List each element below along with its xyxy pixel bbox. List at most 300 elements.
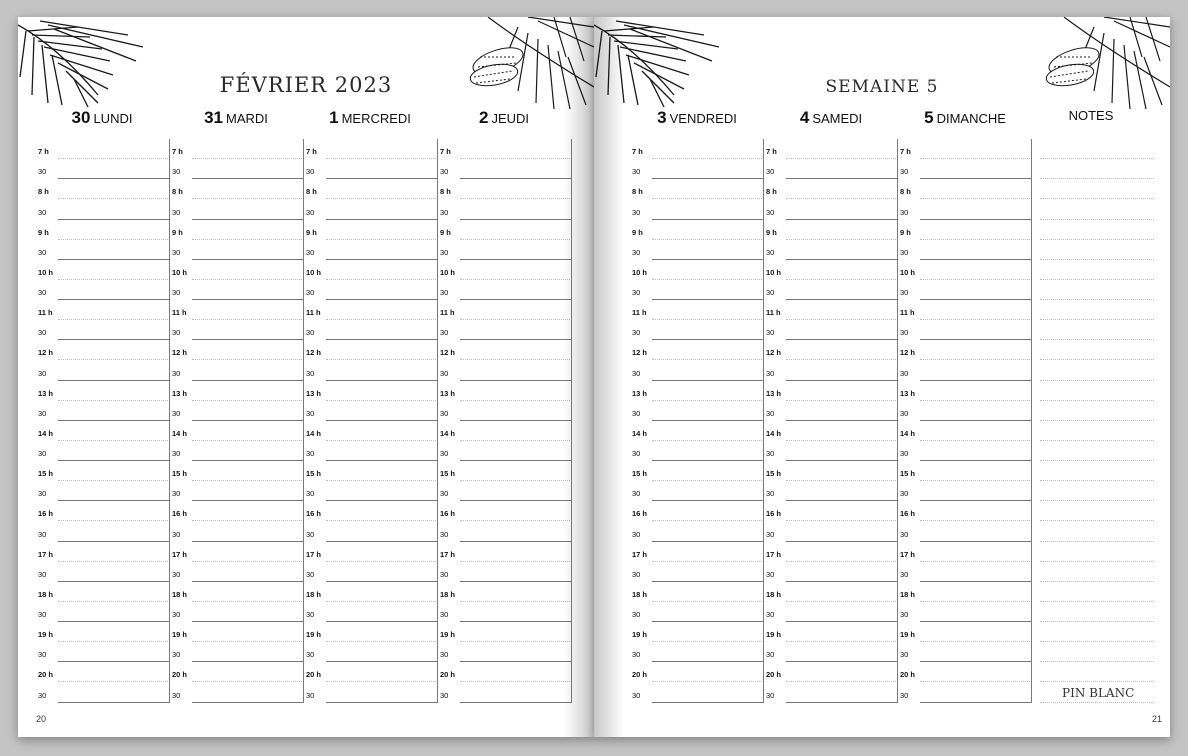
page-title: SEMAINE 5 [825, 77, 939, 97]
time-slot-row[interactable] [764, 622, 898, 642]
notes-line-row[interactable] [1032, 260, 1164, 280]
time-label: 30 [306, 569, 315, 579]
time-slot-row[interactable] [170, 139, 304, 159]
time-slot-row[interactable] [304, 562, 438, 582]
time-slot-row[interactable] [36, 179, 170, 199]
time-label: 30 [766, 569, 775, 579]
time-slot-row[interactable] [304, 220, 438, 240]
time-slot-row[interactable] [764, 441, 898, 461]
time-label: 30 [306, 650, 315, 660]
time-label: 16 h [172, 509, 188, 519]
time-slot-row[interactable] [438, 602, 572, 622]
time-slot-row[interactable] [36, 602, 170, 622]
notes-line-row[interactable] [1032, 300, 1164, 320]
time-slot-row[interactable] [170, 220, 304, 240]
time-slot-row[interactable] [170, 260, 304, 280]
time-slot-row[interactable] [898, 159, 1032, 179]
time-slot-row[interactable] [438, 139, 572, 159]
time-slot-row[interactable] [304, 682, 438, 702]
time-slot-row[interactable] [438, 340, 572, 360]
time-slot-row[interactable] [304, 340, 438, 360]
time-slot-row[interactable] [764, 602, 898, 622]
time-slot-row[interactable] [170, 582, 304, 602]
time-label: 16 h [306, 509, 322, 519]
writing-line [326, 702, 438, 703]
time-slot-row[interactable] [764, 381, 898, 401]
time-label: 13 h [440, 388, 456, 398]
time-slot-row[interactable] [630, 139, 764, 159]
time-label: 9 h [38, 227, 49, 237]
time-slot-row[interactable] [630, 602, 764, 622]
notes-header: NOTES [1068, 108, 1114, 123]
time-label: 8 h [440, 187, 451, 197]
time-slot-row[interactable] [304, 642, 438, 662]
time-label: 30 [38, 690, 47, 700]
time-slot-row[interactable] [764, 139, 898, 159]
time-slot-row[interactable] [898, 381, 1032, 401]
time-slot-row[interactable] [170, 401, 304, 421]
time-label: 10 h [900, 267, 916, 277]
time-slot-row[interactable] [170, 501, 304, 521]
notes-line-row[interactable] [1032, 642, 1164, 662]
notes-line-row[interactable] [1032, 602, 1164, 622]
time-slot-row[interactable] [304, 381, 438, 401]
time-slot-row[interactable] [170, 280, 304, 300]
notes-line-row[interactable] [1032, 521, 1164, 541]
time-label: 30 [440, 207, 449, 217]
time-label: 30 [440, 328, 449, 338]
time-slot-row[interactable] [170, 602, 304, 622]
time-slot-row[interactable] [304, 582, 438, 602]
time-slot-row[interactable] [438, 360, 572, 380]
time-slot-row[interactable] [764, 662, 898, 682]
time-label: 19 h [900, 630, 916, 640]
time-slot-row[interactable] [630, 441, 764, 461]
time-label: 10 h [440, 267, 456, 277]
notes-line-row[interactable] [1032, 582, 1164, 602]
time-slot-row[interactable] [438, 179, 572, 199]
time-slot-row[interactable] [36, 381, 170, 401]
time-slot-row[interactable] [438, 481, 572, 501]
time-label: 30 [38, 529, 47, 539]
time-slot-row[interactable] [630, 501, 764, 521]
notes-line-row[interactable] [1032, 481, 1164, 501]
time-slot-row[interactable] [170, 320, 304, 340]
notes-line-row[interactable] [1032, 542, 1164, 562]
time-slot-row[interactable] [438, 199, 572, 219]
time-slot-row[interactable] [630, 622, 764, 642]
time-slot-row[interactable] [898, 521, 1032, 541]
time-slot-row[interactable] [36, 662, 170, 682]
time-slot-row[interactable] [438, 501, 572, 521]
day-name: JEUDI [491, 111, 530, 126]
time-label: 12 h [766, 348, 782, 358]
time-slot-row[interactable] [898, 320, 1032, 340]
time-slot-row[interactable] [304, 139, 438, 159]
time-slot-row[interactable] [898, 220, 1032, 240]
time-slot-row[interactable] [438, 240, 572, 260]
time-label: 30 [172, 288, 181, 297]
time-slot-row[interactable] [304, 481, 438, 501]
time-slot-row[interactable] [304, 300, 438, 320]
time-slot-row[interactable] [764, 220, 898, 240]
day-header [35, 108, 169, 128]
time-slot-row[interactable] [36, 421, 170, 441]
time-label: 16 h [38, 509, 54, 519]
time-label: 30 [172, 167, 181, 177]
time-label: 15 h [38, 469, 54, 479]
time-label: 30 [900, 610, 909, 619]
time-slot-row[interactable] [764, 521, 898, 541]
time-slot-row[interactable] [630, 240, 764, 260]
time-label: 8 h [306, 187, 317, 197]
notes-line-row[interactable] [1032, 461, 1164, 481]
time-slot-row[interactable] [438, 421, 572, 441]
time-label: 7 h [632, 147, 643, 157]
time-slot-row[interactable] [438, 461, 572, 481]
writing-line [786, 702, 898, 703]
time-slot-row[interactable] [898, 582, 1032, 602]
time-slot-row[interactable] [36, 582, 170, 602]
time-label: 7 h [440, 147, 451, 157]
time-slot-row[interactable] [630, 179, 764, 199]
time-slot-row[interactable] [304, 542, 438, 562]
time-label: 13 h [38, 388, 54, 398]
time-slot-row[interactable] [438, 381, 572, 401]
time-label: 30 [306, 690, 315, 700]
time-slot-row[interactable] [438, 542, 572, 562]
time-slot-row[interactable] [304, 501, 438, 521]
time-label: 14 h [306, 428, 322, 438]
time-slot-row[interactable] [36, 139, 170, 159]
time-slot-row[interactable] [764, 260, 898, 280]
time-slot-row[interactable] [304, 521, 438, 541]
day-number: 31 [204, 108, 224, 127]
time-slot-row[interactable] [170, 340, 304, 360]
time-slot-row[interactable] [170, 179, 304, 199]
time-label: 11 h [306, 308, 321, 318]
time-slot-row[interactable] [898, 542, 1032, 562]
time-label: 10 h [766, 267, 782, 277]
time-slot-row[interactable] [898, 300, 1032, 320]
time-slot-row[interactable] [36, 622, 170, 642]
time-slot-row[interactable] [36, 441, 170, 461]
time-slot-row[interactable] [304, 461, 438, 481]
time-slot-row[interactable] [898, 360, 1032, 380]
time-slot-row[interactable] [630, 300, 764, 320]
notes-line-row[interactable] [1032, 381, 1164, 401]
time-slot-row[interactable] [764, 481, 898, 501]
time-label: 30 [306, 449, 315, 458]
time-slot-row[interactable] [36, 401, 170, 421]
time-slot-row[interactable] [630, 280, 764, 300]
time-slot-row[interactable] [764, 159, 898, 179]
time-slot-row[interactable] [36, 260, 170, 280]
notes-line-row[interactable] [1032, 199, 1164, 219]
notes-line-row[interactable] [1032, 280, 1164, 300]
time-slot-row[interactable] [304, 441, 438, 461]
time-slot-row[interactable] [630, 381, 764, 401]
time-slot-row[interactable] [304, 602, 438, 622]
time-slot-row[interactable] [898, 622, 1032, 642]
time-slot-row[interactable] [764, 280, 898, 300]
time-slot-row[interactable] [36, 501, 170, 521]
time-slot-row[interactable] [764, 300, 898, 320]
time-slot-row[interactable] [898, 340, 1032, 360]
time-slot-row[interactable] [764, 562, 898, 582]
time-slot-row[interactable] [630, 562, 764, 582]
time-slot-row[interactable] [898, 662, 1032, 682]
time-slot-row[interactable] [438, 320, 572, 340]
time-slot-row[interactable] [36, 562, 170, 582]
time-slot-row[interactable] [438, 441, 572, 461]
time-label: 18 h [306, 589, 322, 599]
time-slot-row[interactable] [898, 421, 1032, 441]
time-slot-row[interactable] [764, 340, 898, 360]
time-label: 30 [766, 247, 775, 257]
time-slot-row[interactable] [438, 562, 572, 582]
time-label: 8 h [172, 187, 183, 197]
time-label: 15 h [632, 469, 648, 479]
time-slot-row[interactable] [898, 240, 1032, 260]
time-slot-row[interactable] [898, 179, 1032, 199]
time-slot-row[interactable] [438, 300, 572, 320]
notes-line-row[interactable] [1032, 562, 1164, 582]
time-slot-row[interactable] [764, 501, 898, 521]
time-slot-row[interactable] [304, 401, 438, 421]
time-slot-row[interactable] [630, 401, 764, 421]
time-slot-row[interactable] [898, 642, 1032, 662]
time-slot-row[interactable] [764, 582, 898, 602]
notes-line-row[interactable] [1032, 139, 1164, 159]
time-label: 30 [766, 288, 775, 297]
day-name: SAMEDI [812, 111, 863, 126]
time-slot-row[interactable] [170, 562, 304, 582]
time-slot-row[interactable] [630, 582, 764, 602]
time-slot-row[interactable] [898, 682, 1032, 702]
time-slot-row[interactable] [170, 199, 304, 219]
time-slot-row[interactable] [36, 360, 170, 380]
time-slot-row[interactable] [170, 381, 304, 401]
time-slot-row[interactable] [170, 159, 304, 179]
time-slot-row[interactable] [304, 622, 438, 642]
time-slot-row[interactable] [630, 542, 764, 562]
time-slot-row[interactable] [170, 481, 304, 501]
notes-line-row[interactable] [1032, 501, 1164, 521]
time-slot-row[interactable] [630, 199, 764, 219]
time-slot-row[interactable] [170, 642, 304, 662]
time-slot-row[interactable] [438, 280, 572, 300]
notes-line-row[interactable] [1032, 622, 1164, 642]
time-slot-row[interactable] [304, 662, 438, 682]
day-number: 2 [478, 108, 489, 127]
notes-line-row[interactable] [1032, 320, 1164, 340]
time-slot-row[interactable] [764, 240, 898, 260]
time-slot-row[interactable] [304, 280, 438, 300]
time-label: 16 h [766, 509, 782, 519]
time-slot-row[interactable] [304, 199, 438, 219]
time-slot-row[interactable] [764, 542, 898, 562]
time-slot-row[interactable] [304, 159, 438, 179]
time-slot-row[interactable] [898, 501, 1032, 521]
notes-line-row[interactable] [1032, 360, 1164, 380]
time-slot-row[interactable] [630, 642, 764, 662]
notes-line-row[interactable] [1032, 220, 1164, 240]
time-slot-row[interactable] [304, 421, 438, 441]
time-label: 15 h [306, 469, 322, 479]
time-slot-row[interactable] [170, 662, 304, 682]
time-slot-row[interactable] [764, 179, 898, 199]
time-slot-row[interactable] [304, 320, 438, 340]
time-slot-row[interactable] [438, 521, 572, 541]
time-slot-row[interactable] [36, 481, 170, 501]
day-header [898, 108, 1032, 128]
time-slot-row[interactable] [438, 642, 572, 662]
time-label: 16 h [440, 509, 456, 519]
notes-line-row[interactable] [1032, 401, 1164, 421]
time-slot-row[interactable] [438, 401, 572, 421]
time-slot-row[interactable] [898, 280, 1032, 300]
notes-line-row[interactable] [1032, 179, 1164, 199]
time-label: 30 [440, 610, 449, 619]
time-slot-row[interactable] [630, 481, 764, 501]
time-slot-row[interactable] [630, 260, 764, 280]
time-slot-row[interactable] [438, 260, 572, 280]
time-slot-row[interactable] [170, 682, 304, 702]
day-name: LUNDI [93, 111, 133, 126]
time-slot-row[interactable] [438, 622, 572, 642]
time-label: 30 [306, 529, 315, 539]
notes-line-row[interactable] [1032, 441, 1164, 461]
time-slot-row[interactable] [438, 682, 572, 702]
time-slot-row[interactable] [898, 139, 1032, 159]
time-slot-row[interactable] [36, 682, 170, 702]
time-label: 30 [632, 167, 641, 177]
time-slot-row[interactable] [304, 260, 438, 280]
time-slot-row[interactable] [36, 240, 170, 260]
time-label: 30 [632, 288, 641, 297]
time-slot-row[interactable] [438, 662, 572, 682]
time-label: 20 h [306, 670, 322, 680]
time-label: 11 h [440, 308, 455, 318]
time-slot-row[interactable] [36, 320, 170, 340]
time-slot-row[interactable] [630, 340, 764, 360]
time-slot-row[interactable] [630, 662, 764, 682]
time-slot-row[interactable] [764, 360, 898, 380]
day-number: 4 [799, 108, 810, 127]
time-slot-row[interactable] [630, 320, 764, 340]
time-slot-row[interactable] [170, 461, 304, 481]
time-slot-row[interactable] [304, 360, 438, 380]
writing-line [920, 702, 1032, 703]
time-label: 30 [632, 247, 641, 257]
time-slot-row[interactable] [36, 642, 170, 662]
time-slot-row[interactable] [898, 602, 1032, 622]
time-slot-row[interactable] [898, 461, 1032, 481]
page-number: 20 [36, 714, 47, 724]
writing-line [652, 702, 764, 703]
time-slot-row[interactable] [36, 199, 170, 219]
time-slot-row[interactable] [170, 240, 304, 260]
time-slot-row[interactable] [630, 159, 764, 179]
time-slot-row[interactable] [630, 461, 764, 481]
time-label: 30 [440, 247, 449, 257]
time-slot-row[interactable] [630, 360, 764, 380]
writing-line [192, 702, 304, 703]
time-slot-row[interactable] [170, 360, 304, 380]
time-label: 30 [632, 368, 641, 378]
time-slot-row[interactable] [36, 280, 170, 300]
notes-line-row[interactable] [1032, 159, 1164, 179]
day-name: MARDI [226, 111, 268, 126]
time-slot-row[interactable] [630, 421, 764, 441]
time-slot-row[interactable] [36, 220, 170, 240]
time-slot-row[interactable] [170, 521, 304, 541]
time-slot-row[interactable] [764, 682, 898, 702]
time-slot-row[interactable] [898, 481, 1032, 501]
notes-line-row[interactable] [1032, 421, 1164, 441]
time-slot-row[interactable] [630, 220, 764, 240]
time-slot-row[interactable] [36, 300, 170, 320]
time-slot-row[interactable] [764, 320, 898, 340]
time-slot-row[interactable] [438, 582, 572, 602]
time-slot-row[interactable] [898, 199, 1032, 219]
time-slot-row[interactable] [170, 622, 304, 642]
time-slot-row[interactable] [438, 220, 572, 240]
time-slot-row[interactable] [630, 521, 764, 541]
time-slot-row[interactable] [170, 300, 304, 320]
time-label: 30 [632, 207, 641, 217]
time-slot-row[interactable] [36, 340, 170, 360]
time-slot-row[interactable] [170, 441, 304, 461]
time-slot-row[interactable] [764, 642, 898, 662]
time-label: 19 h [172, 630, 188, 640]
time-label: 12 h [440, 348, 456, 358]
time-label: 8 h [900, 187, 911, 197]
day-column [438, 139, 572, 703]
time-label: 30 [172, 690, 181, 700]
time-label: 30 [766, 489, 775, 499]
notes-line-row[interactable] [1032, 240, 1164, 260]
time-slot-row[interactable] [438, 159, 572, 179]
time-slot-row[interactable] [764, 461, 898, 481]
time-slot-row[interactable] [170, 542, 304, 562]
time-label: 30 [440, 529, 449, 539]
time-slot-row[interactable] [36, 542, 170, 562]
time-label: 13 h [766, 388, 782, 398]
time-slot-row[interactable] [304, 179, 438, 199]
time-slot-row[interactable] [630, 682, 764, 702]
notes-line-row[interactable] [1032, 662, 1164, 682]
time-slot-row[interactable] [36, 159, 170, 179]
time-slot-row[interactable] [898, 401, 1032, 421]
time-slot-row[interactable] [898, 260, 1032, 280]
time-slot-row[interactable] [898, 562, 1032, 582]
time-label: 18 h [38, 589, 54, 599]
time-label: 30 [632, 529, 641, 539]
time-slot-row[interactable] [36, 521, 170, 541]
time-slot-row[interactable] [170, 421, 304, 441]
time-slot-row[interactable] [764, 199, 898, 219]
time-label: 17 h [632, 549, 648, 559]
time-slot-row[interactable] [764, 421, 898, 441]
time-slot-row[interactable] [898, 441, 1032, 461]
time-label: 30 [38, 569, 47, 579]
time-slot-row[interactable] [304, 240, 438, 260]
time-slot-row[interactable] [764, 401, 898, 421]
notes-line-row[interactable] [1032, 340, 1164, 360]
time-slot-row[interactable] [36, 461, 170, 481]
